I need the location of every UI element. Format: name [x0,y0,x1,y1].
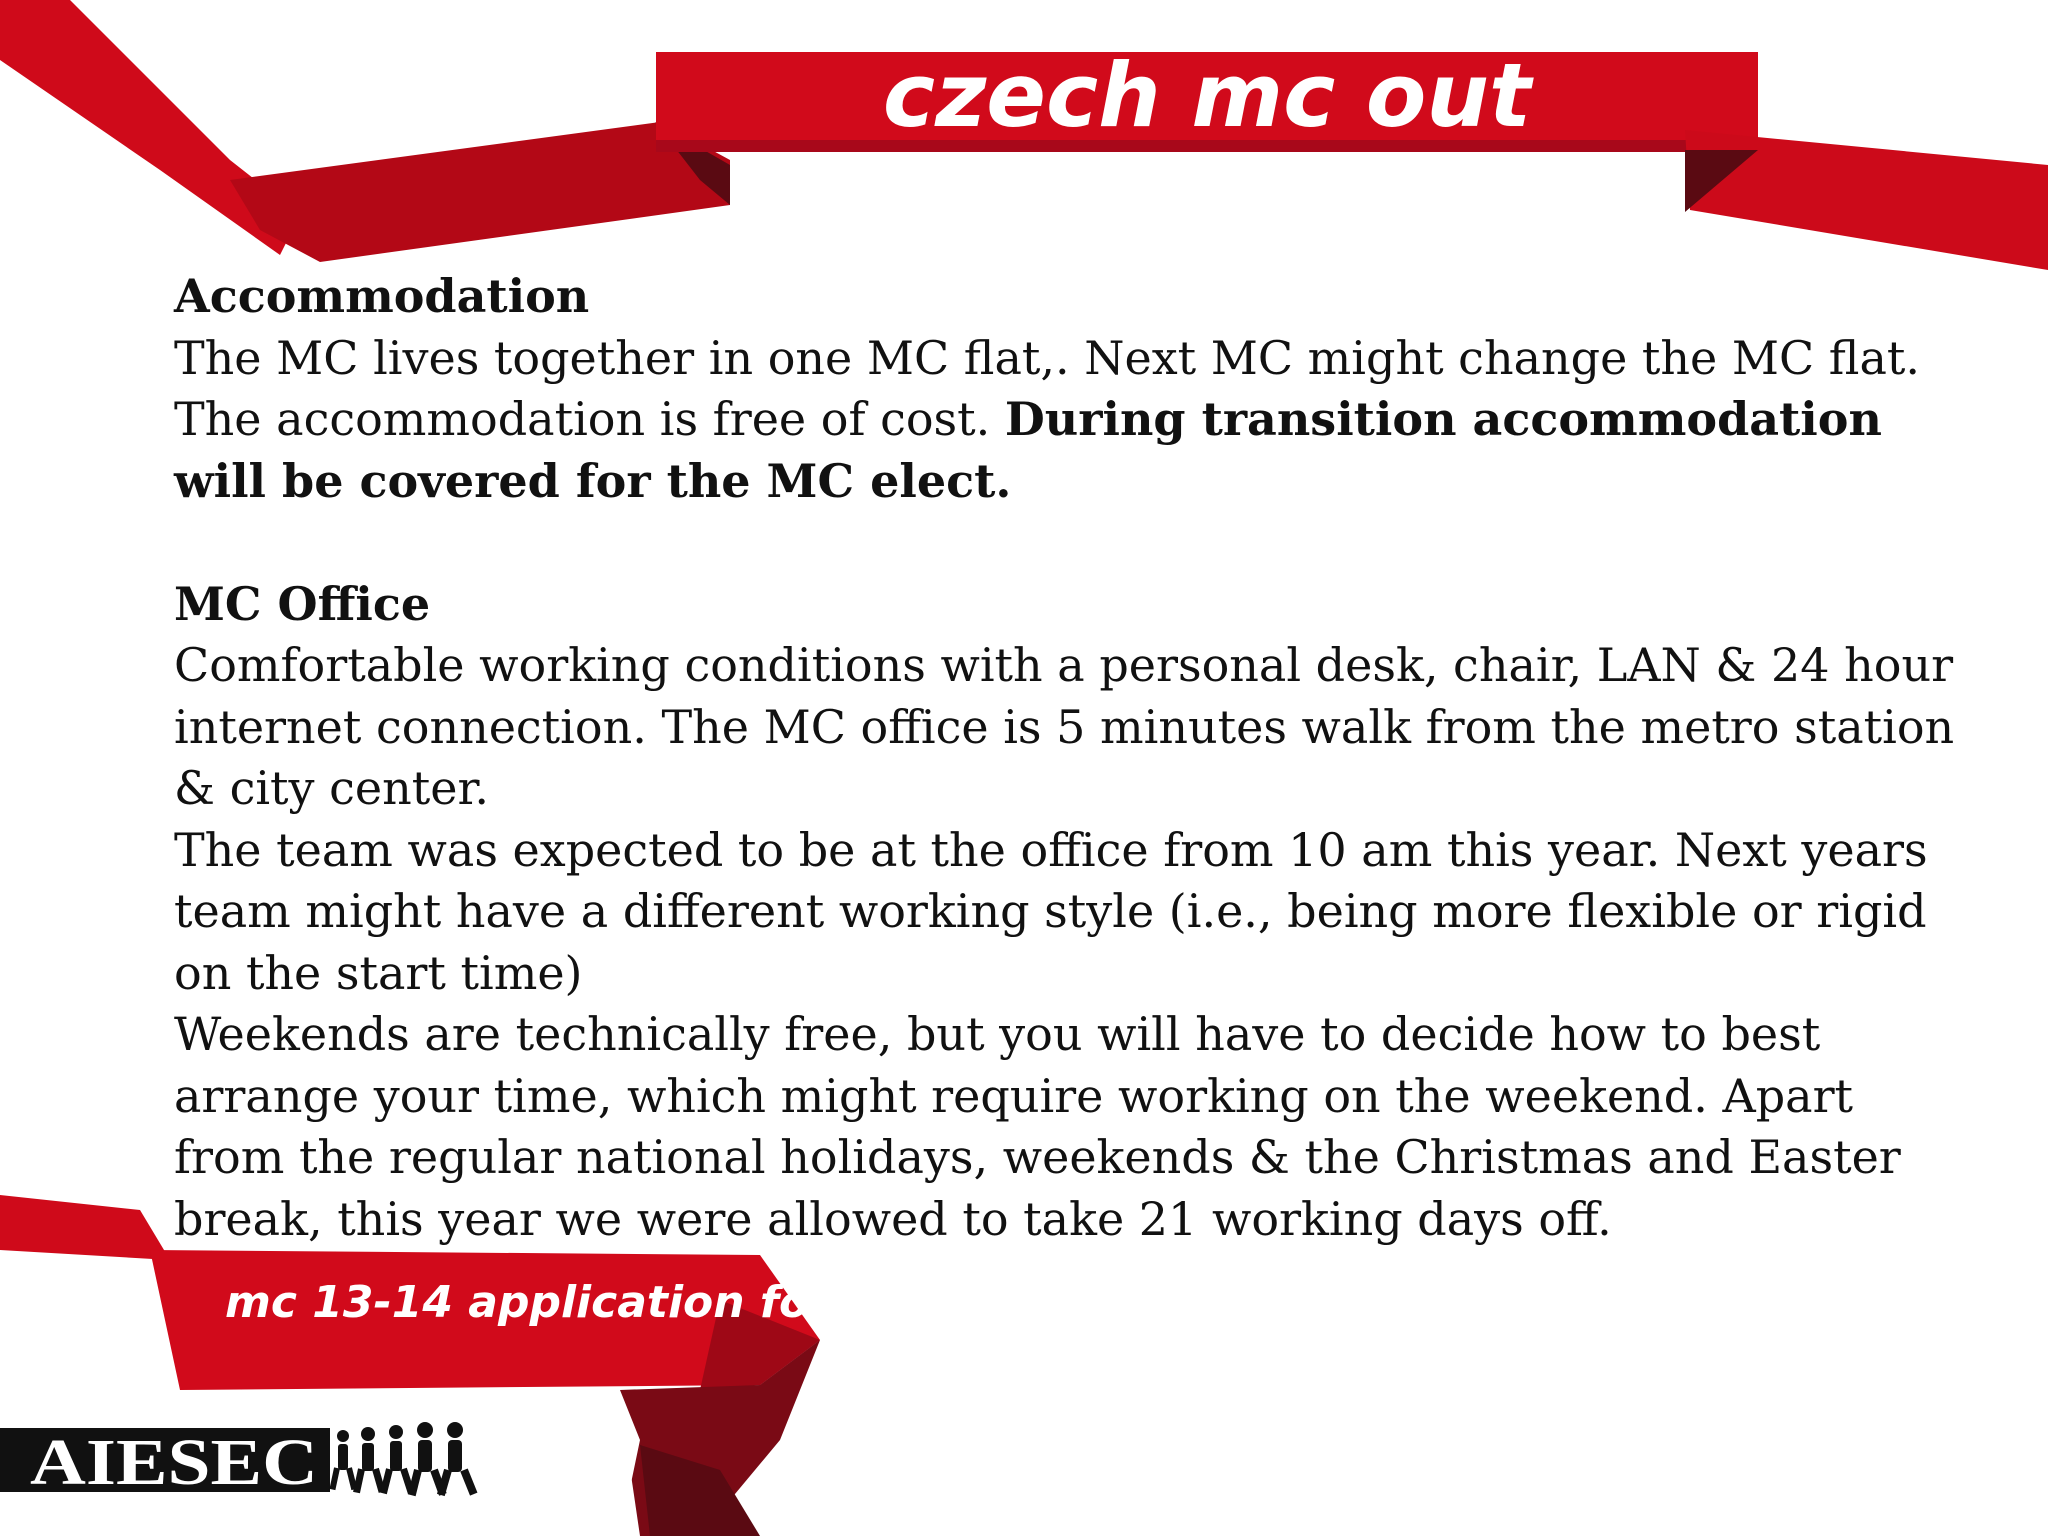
section-spacer [174,512,1974,574]
banner-title: czech mc out [882,44,1532,147]
accommodation-paragraph [174,328,1974,513]
office-heading: MC Office [174,576,431,631]
top-left-ribbon-band [230,122,730,262]
accommodation-text: The MC lives together in one MC flat,. Next MC might change the MC flat. The accommodation is free of cost. [174,330,1921,446]
office-paragraph-hours: The team was expected to be at the office from 10 am this year. Next years team might have a different working style (i.e., being more flexible or rigid on the start time) [174,822,1928,1000]
office-paragraph-weekends: Weekends are technically free, but you will have to decide how to best arrange your time, which might require working on the weekend. Apart from the regular national holidays, weekends & the Christmas and Easter break, this year we were allowed to take 21 working days off. [174,1007,1901,1246]
office-paragraph-conditions: Comfortable working conditions with a personal desk, chair, LAN & 24 hour internet connection. The MC office is 5 minutes walk from the metro station & city center. [174,638,1955,815]
slide-body [174,266,1974,1250]
accommodation-heading: Accommodation [174,269,590,323]
bottom-ribbon-band [0,1195,170,1260]
banner-subtitle: mc 13-14 application form [225,1277,877,1328]
aiesec-logo: AIESEC [30,1426,318,1499]
accommodation-bold-text: During transition accommodation will be covered for the MC elect. [174,392,1882,508]
